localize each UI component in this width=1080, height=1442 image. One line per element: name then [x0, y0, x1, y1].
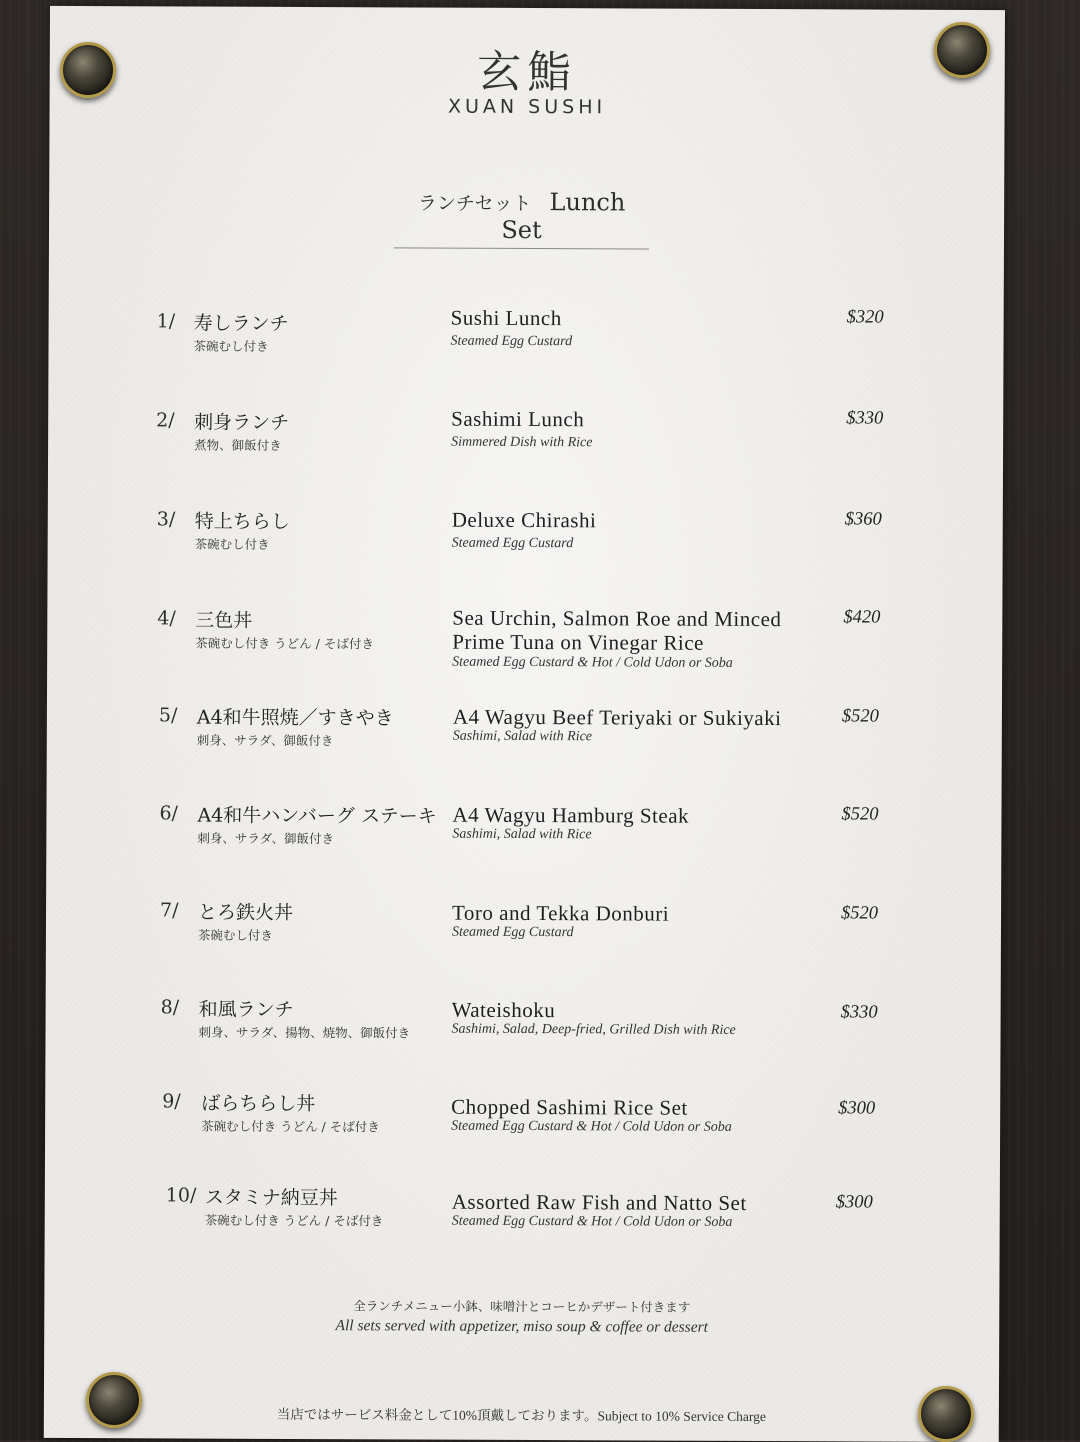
item-name-jp: A4和牛照焼／すきやき: [196, 706, 394, 730]
item-sub-jp: 茶碗むし付き: [194, 536, 270, 552]
section-title: [394, 187, 649, 249]
item-name-en: Sea Urchin, Salmon Roe and Minced: [452, 605, 782, 632]
logo-kanji: 玄鮨: [477, 46, 578, 99]
item-sub-en: Steamed Egg Custard: [451, 535, 574, 552]
item-name-en: Chopped Sashimi Rice Set: [451, 1094, 688, 1120]
pin-top-left-icon: [60, 42, 116, 98]
item-sub-en: Steamed Egg Custard: [450, 333, 573, 350]
item-sub-en: Steamed Egg Custard & Hot / Cold Udon or Soba: [451, 1118, 732, 1135]
item-name-en: Deluxe Chirashi: [451, 507, 597, 533]
item-number: 3/: [156, 508, 176, 531]
item-price: $520: [841, 706, 879, 727]
item-name-en: Wateishoku: [451, 997, 556, 1023]
item-name-en: Sashimi Lunch: [451, 406, 585, 432]
item-number: 2/: [156, 409, 175, 432]
item-name-jp: 三色丼: [195, 609, 253, 632]
item-sub-en: Steamed Egg Custard & Hot / Cold Udon or Soba: [451, 1213, 733, 1230]
pin-top-right-icon: [934, 22, 990, 78]
note-jp: 全ランチメニュー小鉢、味噌汁とコーヒかデザート付きます: [353, 1298, 691, 1315]
item-price: $320: [846, 307, 884, 328]
item-sub-jp: 茶碗むし付き うどん / そば付き: [195, 635, 374, 652]
item-sub-jp: 煮物、御飯付き: [194, 437, 282, 453]
item-number: 4/: [157, 607, 176, 630]
item-number: 8/: [160, 996, 180, 1019]
item-name-jp: ばらちらし丼: [201, 1092, 316, 1116]
item-sub-en: Sashimi, Salad with Rice: [452, 728, 593, 745]
item-price: $300: [835, 1192, 873, 1213]
item-number: 10/: [165, 1184, 197, 1207]
item-sub-jp: 茶碗むし付き: [193, 338, 269, 354]
service-charge-note: 当店ではサービス料金として10%頂戴しております。Subject to 10% Service Charge: [276, 1406, 766, 1425]
item-name-en: A4 Wagyu Beef Teriyaki or Sukiyaki: [452, 704, 782, 731]
item-name-en: Toro and Tekka Donburi: [451, 900, 670, 926]
item-number: 5/: [158, 704, 178, 727]
pin-bottom-right-icon: [918, 1386, 974, 1442]
item-name-jp: 和風ランチ: [198, 998, 294, 1021]
item-sub-jp: 刺身、サラダ、御飯付き: [197, 830, 335, 847]
item-sub-en: Steamed Egg Custard & Hot / Cold Udon or Soba: [452, 654, 733, 671]
item-name-jp: 寿しランチ: [193, 312, 289, 335]
item-number: 9/: [162, 1090, 181, 1113]
item-name-jp: 特上ちらし: [194, 510, 290, 533]
item-name-en-line2: Prime Tuna on Vinegar Rice: [452, 629, 704, 655]
section-title-jp: ランチセット: [417, 192, 532, 216]
item-sub-jp: 茶碗むし付き うどん / そば付き: [204, 1212, 384, 1229]
pin-bottom-left-icon: [86, 1372, 142, 1428]
item-sub-en: Steamed Egg Custard: [451, 924, 574, 941]
item-name-jp: とろ鉄火丼: [198, 901, 294, 924]
item-sub-jp: 刺身、サラダ、御飯付き: [196, 732, 334, 749]
item-name-jp: 刺身ランチ: [194, 411, 290, 434]
item-number: 6/: [159, 802, 179, 825]
item-sub-en: Sashimi, Salad with Rice: [452, 826, 592, 843]
item-price: $330: [846, 408, 884, 429]
item-sub-jp: 茶碗むし付き: [197, 927, 273, 943]
item-sub-en: Simmered Dish with Rice: [451, 434, 593, 451]
item-sub-en: Sashimi, Salad, Deep-fried, Grilled Dish with Rice: [451, 1021, 736, 1038]
item-number: 1/: [156, 310, 176, 333]
item-name-en: Sushi Lunch: [450, 305, 562, 331]
item-price: $420: [843, 607, 881, 628]
item-price: $330: [840, 1002, 878, 1023]
section-title-en: Lunch Set: [501, 188, 626, 245]
item-sub-jp: 刺身、サラダ、揚物、焼物、御飯付き: [198, 1024, 411, 1041]
item-price: $300: [838, 1098, 876, 1119]
item-price: $360: [844, 509, 882, 530]
logo-text: XUAN SUSHI: [447, 95, 607, 119]
item-price: $520: [841, 903, 879, 924]
item-name-jp: A4和牛ハンバーグ ステーキ: [197, 804, 437, 828]
item-name-en: Assorted Raw Fish and Natto Set: [451, 1189, 747, 1215]
item-sub-jp: 茶碗むし付き うどん / そば付き: [201, 1118, 380, 1135]
item-name-en: A4 Wagyu Hamburg Steak: [452, 802, 690, 828]
item-number: 7/: [160, 899, 179, 922]
menu-paper: [44, 6, 1005, 1442]
note-en: All sets served with appetizer, miso soup & coffee or dessert: [335, 1317, 708, 1336]
item-name-jp: スタミナ納豆丼: [204, 1186, 338, 1210]
item-price: $520: [841, 804, 879, 825]
